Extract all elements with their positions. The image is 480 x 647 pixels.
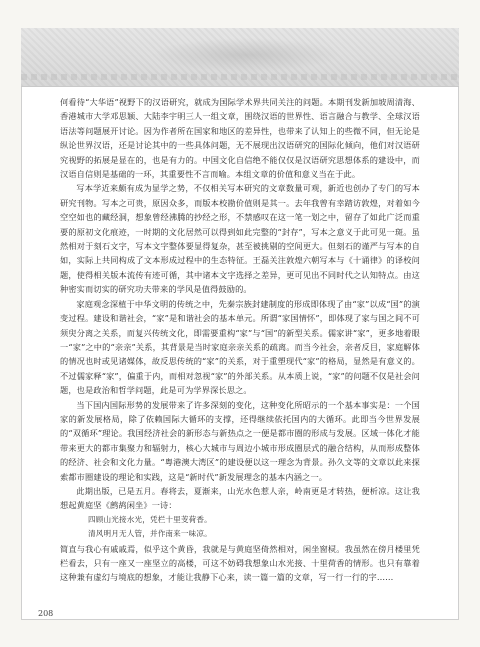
paragraph-5: 此期出版，已是五月。春将去，夏渐来，山光水色惹人亲，岭南更是才转热，便析凉。这让我想起黄庭坚《鹧鸪闲坐》一诗： xyxy=(60,485,420,511)
paragraph-1: 何看待“大华语”视野下的汉语研究，就成为国际学术界共同关注的问题。本期刊发新加坡周清海、香港城市大学邓思颖、大陆李宇明三人一组文章，围绕汉语的世界性、语言融合与教学、全球汉语语法等问题展开讨论。因为作者所在国家和地区的差异性，也带来了认知上的些微不同，但无论是纵论世界汉语，还是讨论其中的一些具体问题，无不展现出汉语研究的国际化倾向，他们对汉语研究视野的拓展是显在的，也是有力的。中国文化自信绝不能仅仅是汉语研究思想体系的建设中，而汉语自信则是基础的一环，其重要性不言而喻。本组文章的价值和意义当在于此。 xyxy=(60,97,420,180)
paragraph-4: 当下国内国际形势的发展带来了许多深刻的变化，这种变化所昭示的一个基本事实是：一个国家的新发展格局，除了依赖国际大循环的支撑，还得继续依托国内的大循环。此即当今世界发展的“双循环”理论。我国经济社会的新形态与新热点之一便是都市圈的形成与发展。区域一体化才能带来更大的都市集聚力和辐射力，核心大城市与周边小城市形成圈层式的融合结构，从而形成整体的经济、社会和文化力量。“粤港澳大湾区”的建设便以这一理念为背景。孙久文等的文章以此来探索都市圈建设的理论和实践，这是“新时代”新发展理念的基本内涵之一。 xyxy=(60,399,420,482)
article-body xyxy=(60,95,420,585)
page-number: 208 xyxy=(38,609,54,618)
decorative-header-band xyxy=(21,28,459,87)
paragraph-3: 家庭观念深植于中华文明的传统之中，先秦宗族封建制度的形成即体现了由“家”以成“国”的演变过程。建设和谐社会，“家”是和谐社会的基本单元。所谓“家国情怀”，即体现了家与国之间不可须臾分离之关系，而复兴传统文化，即需要重构“家”与“国”的新型关系。儒家讲“家”，更多地着眼一“家”之中的“亲亲”关系，其背景是当时家庭亲亲关系的疏离。而当今社会，亲者反目，家庭解体的情况也时或见诸媒体，故反思传统的“家”的关系，对于重塑现代“家”的格局，显然是有意义的。不过儒家释“家”，偏重于内，而相对忽视“家”的外部关系。从本质上说，“家”的问题不仅是社会问题，也是政治和哲学问题，此是可为学界深长思之。 xyxy=(60,298,420,396)
closing-paragraph: 简直与我心有戚戚焉，似乎这个黄昏，我就是与黄庭坚倚然相对，闲坐窗棂。我虽然在傍月楼里凭栏看去，只有一座又一座坚立的高楼，可这不妨碍我想象山水光接、十里荷香的情形。也只有靠着这种兼有虚幻与境底的想象，才能让我静下心来，读一篇一篇的文章，写一行一行的字…… xyxy=(60,543,420,583)
poem-line-2: 清风明月无人管，并作南来一味凉。 xyxy=(88,529,212,539)
poem-line-1: 四顾山光接水光，凭栏十里芰荷香。 xyxy=(88,514,212,524)
paragraph-2: 写本学近来颇有成为显学之势，不仅相关写本研究的文章数量可观，新近也创办了专门的写本研究刊物。写本之可贵，原因众多，而版本校勘价值则是其一。去年我曾有幸踏访敦煌，对着如今空空如也的藏经洞，想象曾经沸腾的抄经之形，不禁感叹在这一笔一划之中，留存了如此广泛而重要的原初文化痕迹，一时期的文化居然可以得到如此完整的“封存”，写本之意义于此可见一斑。虽然相对于刻石文字，写本文字整体要显得复杂，甚至被挑剔的空间更大。但刻石的谨严与写本的自如，实际上共同构成了文本形成过程中的生态特征。王磊关注敦煌六朝写本与《十诵律》的译校问题，使得相关版本流传有迹可循，其中诸本文字选择之差异，更可见出不同时代之认知特点。由这种密实而切实的研究功夫带来的学风是值得鼓励的。 xyxy=(60,183,420,295)
